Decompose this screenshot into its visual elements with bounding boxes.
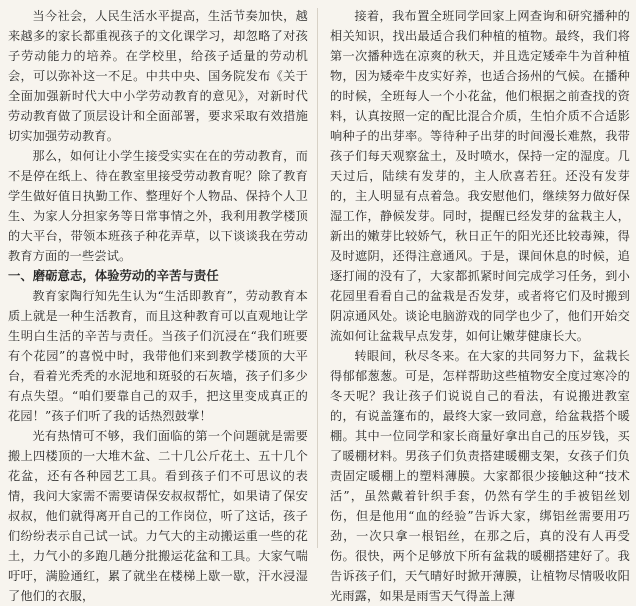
paragraph-tao-xingzhi: 教育家陶行知先生认为“生活即教育”，劳动教育本质上就是一种生活教育，而且这种教育可以直观地让学生明白生活的辛苦与责任。当孩子们沉浸在“我们班要有个花园”的喜悦中时，我带他们来到教学楼顶的大平台，看着光秃秃的水泥地和斑驳的石灰墙，孩子们多少有点失望。“咱们要靠自己的双手，把这里变成真正的花园！”孩子们听了我的话热烈鼓掌！ <box>8 289 308 423</box>
paragraph-question: 那么，如何让小学生接受实实在在的劳动教育，而不是停在纸上、待在教室里接受劳动教育呢？除了教育学生做好值日执勤工作、整理好个人物品、保持个人卫生、为家人分担家务等日常事情之外，我利用教学楼顶的大平台，带领本班孩子种花弄草，以下谈谈我在劳动教育方面的一些尝试。 <box>8 149 308 263</box>
section-heading: 一、磨砺意志，体验劳动的辛苦与责任 <box>8 268 219 283</box>
paragraph-sowing: 接着，我布置全班同学回家上网查询和研究播种的相关知识，找出最适合我们种植的植物。最终，我们将第一次播种选在凉爽的秋天，并且选定矮牵牛为首种植物，因为矮牵牛皮实好养，也适合扬州的气候。在播种的时候，全班每人一个小花盆，他们根据之前查找的资料，认真按照一定的配比混合介质，生怕介质不合适影响种子的出芽率。等待种子出芽的时间漫长难熬，我带孩子们每天观察盆土，及时喷水，保持一定的湿度。几天过后，陆续有发芽的，主人欣喜若狂。还没有发芽的，主人明显有点着急。我安慰他们，继续努力做好保湿工作，静候发芽。同时，提醒已经发芽的盆栽主人，新出的嫩芽比较娇气，秋日正午的阳光还比较毒辣，得及时遮阴，还得注意通风。于是，课间休息的时候，追逐打闹的没有了，大家都抓紧时间完成学习任务，到小花园里看看自己的盆栽是否发芽，或者将它们及时搬到阴凉通风处。谈论电脑游戏的同学也少了，他们开始交流如何让盆栽早点发芽，如何让嫩芽健康长大。 <box>330 9 630 343</box>
left-column <box>8 6 308 603</box>
paragraph-moving-supplies: 光有热情可不够，我们面临的第一个问题就是需要搬上四楼顶的一大堆木盆、二十几公斤花土、五十几个花盆，还有各种园艺工具。看到孩子们不可思议的表情，我问大家需不需要请保安叔叔帮忙，如果请了保安叔叔，他们就得离开自己的工作岗位，听了这话，孩子们纷纷表示自己试一试。力气大的主动搬运重一些的花土，力气小的多跑几趟分批搬运花盆和工具。大家气喘吁吁，满脸通红，累了就坐在楼梯上歇一歇，汗水浸湿了他们的衣服， <box>8 429 308 603</box>
paragraph-intro: 当今社会，人民生活水平提高，生活节奏加快，越来越多的家长都重视孩子的文化课学习，却忽略了对孩子劳动能力的培养。在学校里，给孩子适量的劳动机会，可以弥补这一不足。中共中央、国务院发布《关于全面加强新时代大中小学劳动教育的意见》，对新时代劳动教育做了顶层设计和全面部署，要求采取有效措施切实加强劳动教育。 <box>8 9 308 143</box>
column-divider <box>317 8 318 548</box>
right-column <box>330 6 630 603</box>
paragraph-greenhouse: 转眼间，秋尽冬来。在大家的共同努力下，盆栽长得郁郁葱葱。可是，怎样帮助这些植物安全度过寒冷的冬天呢？我让孩子们说说自己的看法，有说搬进教室的，有说盖篷布的，最终大家一致同意，给盆栽搭个暖棚。其中一位同学和家长商量好拿出自己的压岁钱，买了暖棚材料。男孩子们负责搭建暖棚支架，女孩子们负责固定暖棚上的塑料薄膜。大家都很少接触这种“技术活”，虽然戴着针织手套，仍然有学生的手被铝丝划伤，但是他用“血的经验”告诉大家，绑铝丝需要用巧劲，一次只拿一根铝丝，在那之后，真的没有人再受伤。很快，两个足够放下所有盆栽的暖棚搭建好了。我告诉孩子们，天气晴好时掀开薄膜，让植物尽情吸收阳光雨露，如果是雨雪天气得盖上薄 <box>330 349 630 603</box>
